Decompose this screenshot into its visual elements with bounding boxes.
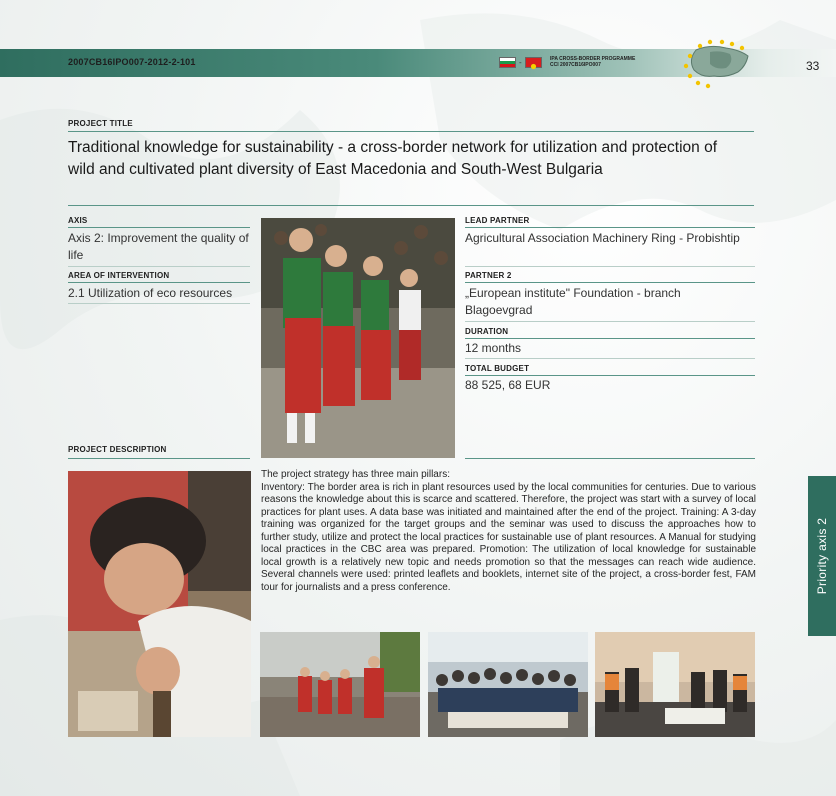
boy-carving-photo xyxy=(68,471,251,737)
partner-flag-icon xyxy=(525,57,542,68)
axis-value: Axis 2: Improvement the quality of life xyxy=(68,231,249,262)
priority-axis-tab-label: Priority axis 2 xyxy=(815,517,829,595)
partner2-value: „European institute" Foundation - branch Blagoevgrad xyxy=(465,286,681,317)
bulgaria-flag-icon xyxy=(499,57,516,68)
area-bottom-rule xyxy=(68,303,250,304)
duration-rule xyxy=(465,338,755,339)
meeting-room-photo xyxy=(595,632,755,737)
duration-bottom-rule xyxy=(465,358,755,359)
programme-reference xyxy=(550,56,660,68)
description-rule-left xyxy=(68,458,250,459)
project-description xyxy=(261,469,756,594)
description-intro: The project strategy has three main pillars: xyxy=(261,469,450,480)
description-rule-right xyxy=(465,458,755,459)
title-bottom-rule xyxy=(68,205,754,206)
axis-bottom-rule xyxy=(68,266,250,267)
partner2-bottom-rule xyxy=(465,321,755,322)
partner2-rule xyxy=(465,282,755,283)
group-seminar-photo xyxy=(428,632,588,737)
programme-logo-icon xyxy=(676,38,756,90)
folk-dancers-photo xyxy=(261,218,455,458)
area-label: AREA OF INTERVENTION xyxy=(68,271,170,280)
project-title: Traditional knowledge for sustainability - a cross-border network for utilization and protection of wild and cultivated plant diversity of East Macedonia and South-West Bulgaria xyxy=(68,139,718,178)
budget-rule xyxy=(465,375,755,376)
duration-value: 12 months xyxy=(465,341,522,355)
project-code: 2007CB16IPO007-2012-2-101 xyxy=(68,57,196,67)
partner2-label: PARTNER 2 xyxy=(465,271,512,280)
budget-value: 88 525, 68 EUR xyxy=(465,378,551,392)
lead-partner-value: Agricultural Association Machinery Ring - Probishtip xyxy=(465,231,740,245)
lead-partner-label: LEAD PARTNER xyxy=(465,216,530,225)
country-flags xyxy=(499,57,542,68)
dance-performance-photo xyxy=(260,632,420,737)
axis-label: AXIS xyxy=(68,216,88,225)
area-value: 2.1 Utilization of eco resources xyxy=(68,286,233,300)
page-number: 33 xyxy=(806,59,820,73)
description-label: PROJECT DESCRIPTION xyxy=(68,445,167,454)
title-rule xyxy=(68,131,754,132)
area-rule xyxy=(68,282,250,283)
flag-separator: - xyxy=(519,58,522,67)
programme-line-2: CCI 2007CB16IPO007 xyxy=(550,62,601,68)
budget-label: TOTAL BUDGET xyxy=(465,364,530,373)
description-body: Inventory: The border area is rich in plant resources used by the local communities for centuries. Due to various reasons the knowledge about this is scarce and scattered. Therefore, the project was start with a survey of local practices for plant uses. A data base was initiated and maintained after the end of the project. Training: A 3-day training was organized for the target groups and the seminar was used to discuss the approaches how to further study, utilize and protect the local practices for sustainable use of plant resources. A Manual for studying local practices in the CBC area was prepared. Promotion: The utilization of local knowledge for sustainable local growth is a relatively new topic and needs promotion so that the messages can reach wide audience. Several channels were used: printed leaflets and booklets, internet site of the project, a cross-border fest, FAM tour for journalists and a press conference. xyxy=(261,481,756,593)
axis-rule xyxy=(68,227,250,228)
programme-line-1: IPA CROSS-BORDER PROGRAMME xyxy=(550,56,636,62)
duration-label: DURATION xyxy=(465,327,509,336)
lead-partner-bottom-rule xyxy=(465,266,755,267)
project-title-label: PROJECT TITLE xyxy=(68,119,133,128)
lead-partner-rule xyxy=(465,227,755,228)
